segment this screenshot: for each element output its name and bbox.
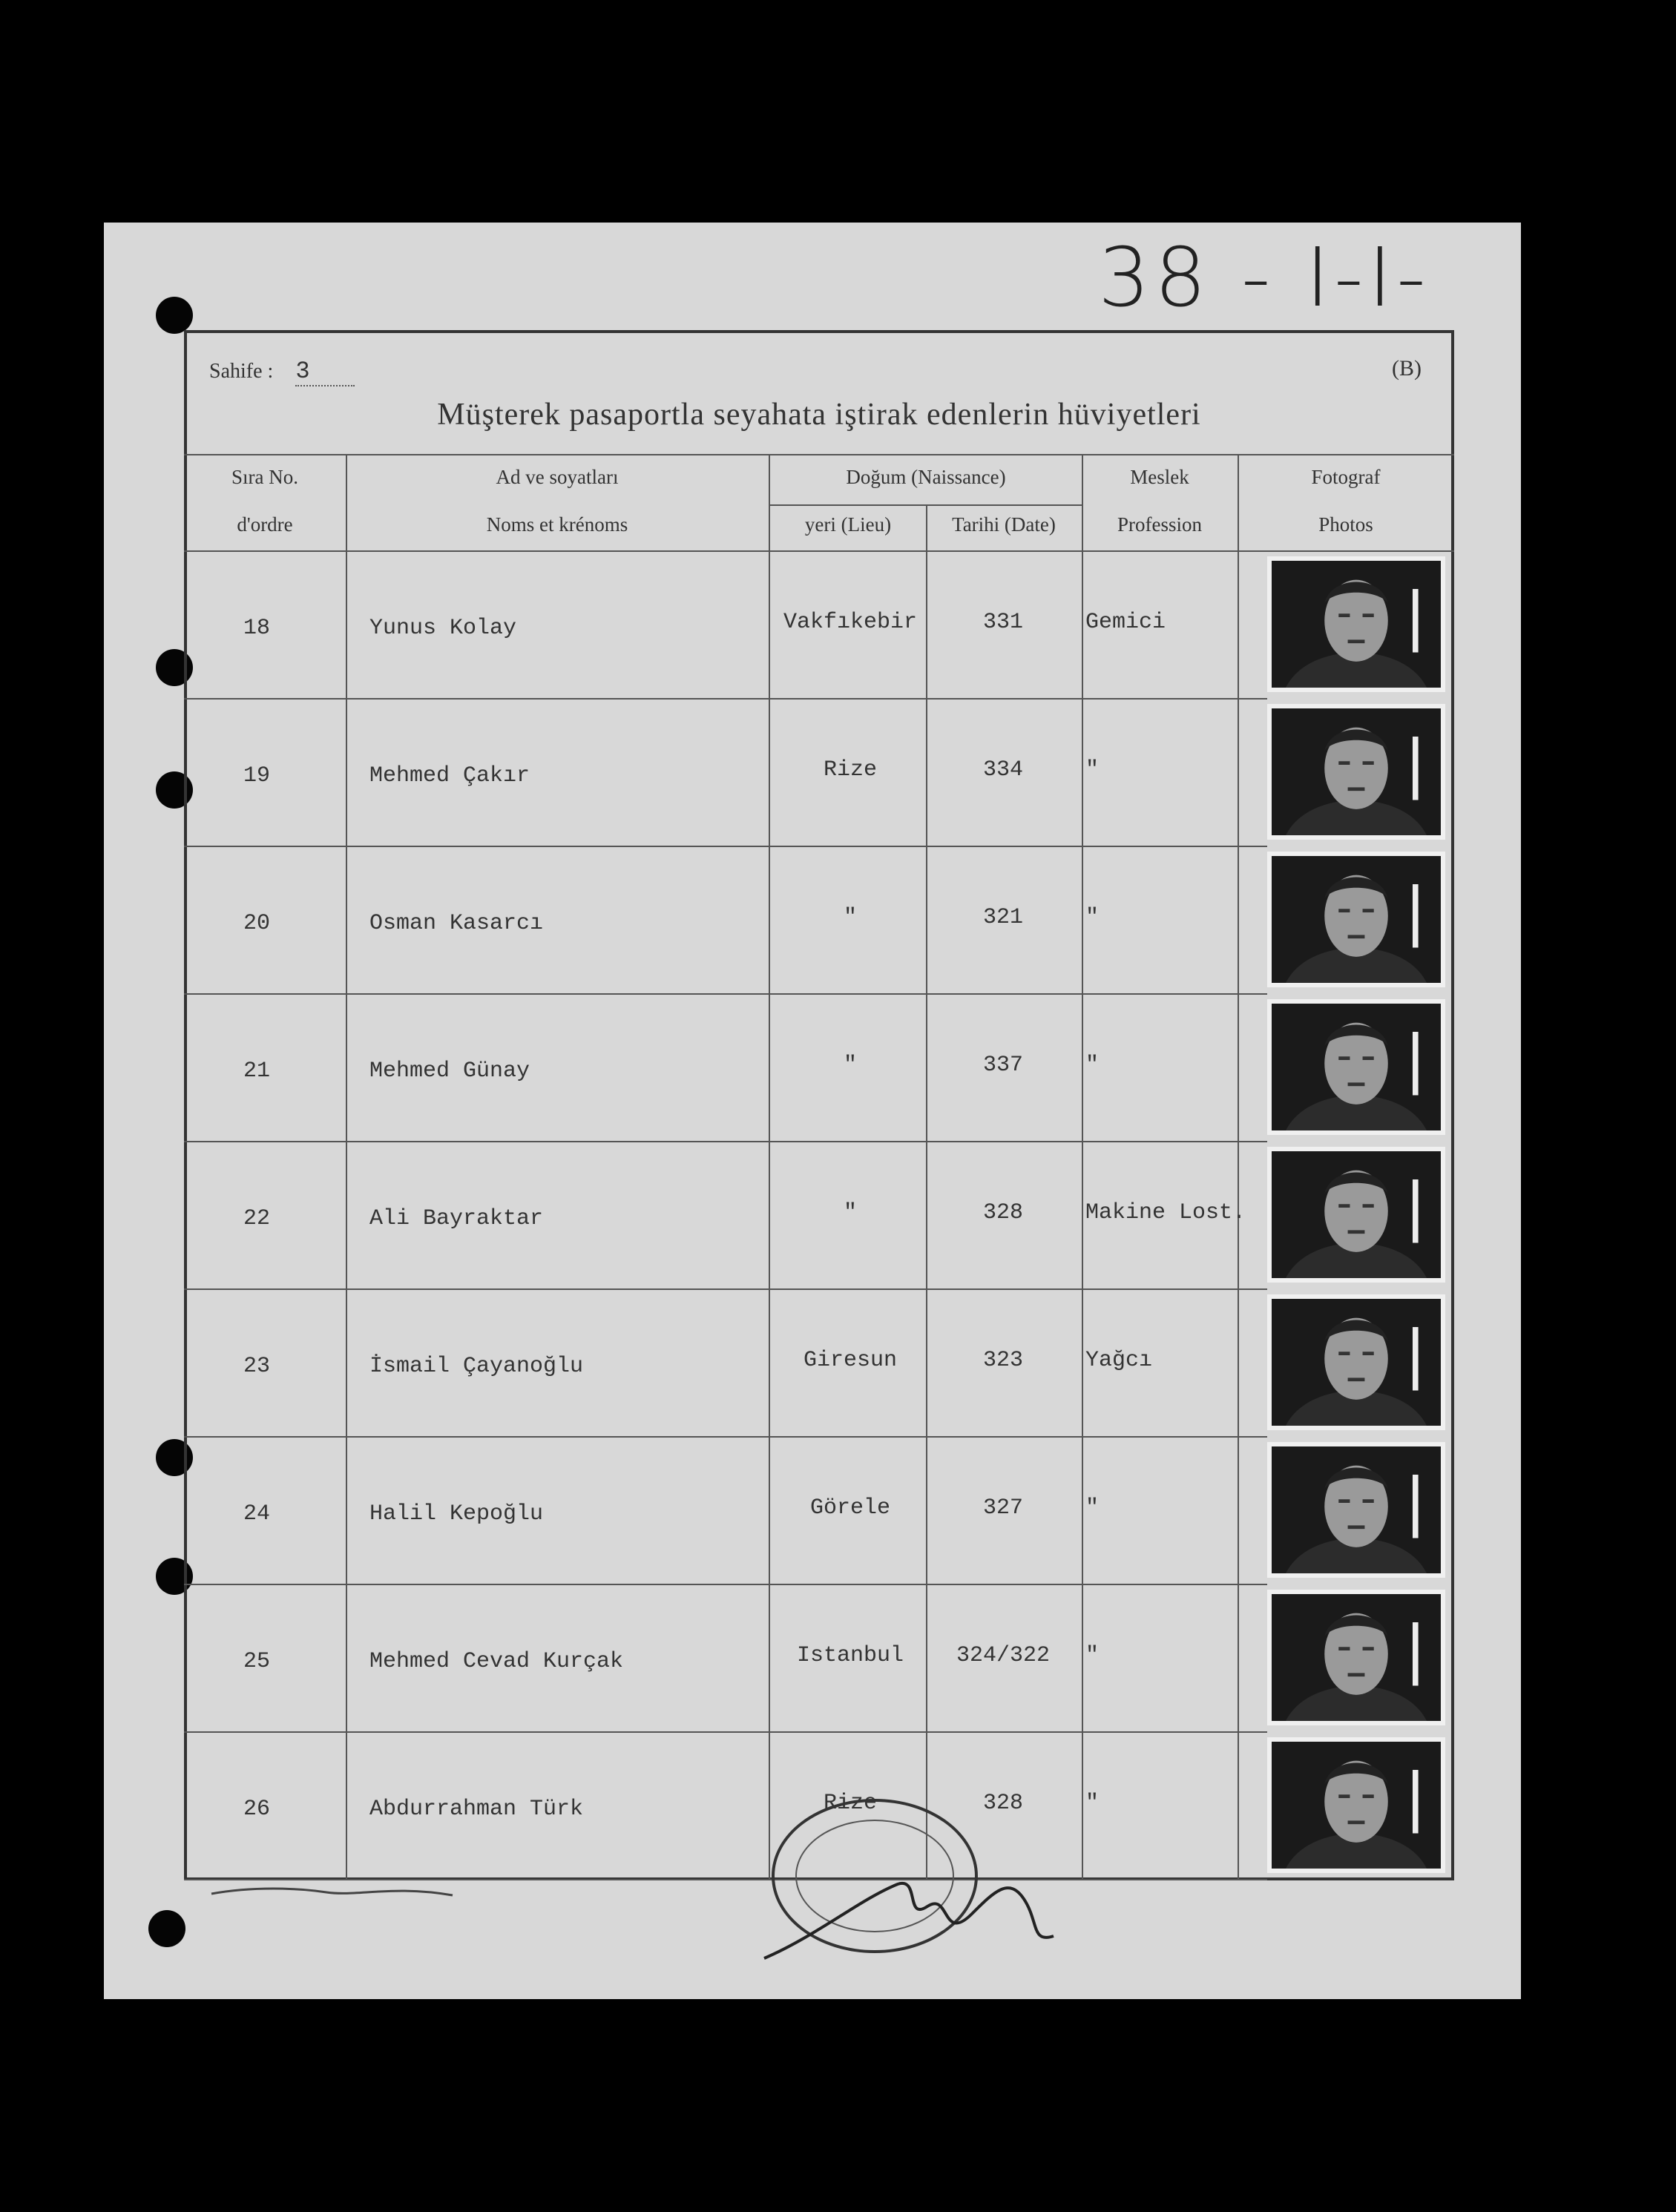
- table-row: [184, 550, 1454, 698]
- row-profession: ": [1085, 1643, 1100, 1668]
- row-name: Mehmed Çakır: [369, 763, 530, 789]
- row-name: Halil Kepoğlu: [369, 1501, 544, 1527]
- header-meslek-tr: Meslek: [1130, 466, 1189, 488]
- row-profession: Gemici: [1085, 610, 1166, 635]
- row-birth-date: 334: [982, 757, 1023, 783]
- row-number: 24: [243, 1501, 271, 1527]
- row-birth-place: ": [843, 1200, 857, 1225]
- row-profession: ": [1085, 1053, 1100, 1078]
- table-rule: [184, 454, 1454, 455]
- table-row: [184, 1584, 1454, 1731]
- row-profession: ": [1085, 1791, 1100, 1816]
- row-number: 20: [243, 911, 271, 936]
- table-row: [184, 993, 1454, 1141]
- header-ad-fr: Noms et krénoms: [486, 513, 628, 536]
- header-foto-tr: Fotograf: [1311, 466, 1381, 488]
- row-number: 26: [243, 1797, 271, 1822]
- form-title: Müşterek pasaportla seyahata iştirak edenlerin hüviyetleri: [437, 398, 1201, 432]
- row-photo: [1267, 1147, 1445, 1283]
- row-profession: Makine Lost.: [1085, 1200, 1246, 1225]
- row-photo: [1267, 556, 1445, 692]
- row-photo: [1267, 1442, 1445, 1578]
- row-photo: [1267, 1294, 1445, 1430]
- row-profession: Yağcı: [1085, 1348, 1153, 1373]
- row-birth-place: ": [843, 1053, 857, 1078]
- handwritten-page-note: 38 - I-I-: [1098, 230, 1430, 325]
- row-number: 19: [243, 763, 271, 789]
- binder-hole: [148, 1910, 185, 1947]
- table-row: [184, 846, 1454, 993]
- row-birth-date: 337: [982, 1053, 1023, 1078]
- row-birth-date: 321: [982, 905, 1023, 930]
- row-photo: [1267, 852, 1445, 987]
- header-dogum: Doğum (Naissance): [846, 466, 1006, 488]
- row-profession: ": [1085, 905, 1100, 930]
- row-profession: ": [1085, 757, 1100, 783]
- header-tarihi: Tarihi (Date): [952, 513, 1056, 536]
- row-birth-place: Giresun: [803, 1348, 898, 1373]
- row-birth-date: 327: [982, 1495, 1023, 1521]
- row-number: 23: [243, 1354, 271, 1379]
- row-number: 22: [243, 1206, 271, 1231]
- row-birth-date: 331: [982, 610, 1023, 635]
- row-birth-place: Rize: [823, 1791, 877, 1816]
- row-birth-place: Vakfıkebir: [783, 610, 918, 635]
- page-number-field: [209, 358, 355, 385]
- header-ad-tr: Ad ve soyatları: [496, 466, 619, 488]
- row-number: 25: [243, 1649, 271, 1674]
- row-photo: [1267, 999, 1445, 1135]
- header-yeri: yeri (Lieu): [804, 513, 892, 536]
- row-name: Mehmed Cevad Kurçak: [369, 1649, 624, 1674]
- table-row: [184, 1436, 1454, 1584]
- page-number-label: Sahife :: [209, 360, 274, 383]
- row-name: Yunus Kolay: [369, 616, 517, 641]
- row-name: İsmail Çayanoğlu: [369, 1354, 584, 1379]
- table-row: [184, 698, 1454, 846]
- row-photo: [1267, 704, 1445, 840]
- row-number: 21: [243, 1059, 271, 1084]
- row-birth-date: 328: [982, 1200, 1023, 1225]
- binder-hole: [156, 297, 193, 334]
- header-sira-fr: d'ordre: [237, 513, 293, 536]
- row-photo: [1267, 1590, 1445, 1725]
- header-sira-tr: Sıra No.: [231, 466, 298, 488]
- table-row: [184, 1288, 1454, 1436]
- row-name: Abdurrahman Türk: [369, 1797, 584, 1822]
- signature-scribble: [208, 1880, 460, 1903]
- row-birth-date: 328: [982, 1791, 1023, 1816]
- page-number-value: 3: [295, 358, 354, 386]
- row-birth-place: ": [843, 905, 857, 930]
- row-profession: ": [1085, 1495, 1100, 1521]
- row-birth-date: 323: [982, 1348, 1023, 1373]
- row-photo: [1267, 1737, 1445, 1873]
- row-name: Ali Bayraktar: [369, 1206, 544, 1231]
- row-name: Osman Kasarcı: [369, 911, 544, 936]
- passport-table: [184, 454, 1454, 1880]
- row-birth-place: Rize: [823, 757, 877, 783]
- official-signature: [757, 1854, 1068, 1973]
- series-marker: (B): [1392, 356, 1422, 381]
- row-name: Mehmed Günay: [369, 1059, 530, 1084]
- row-number: 18: [243, 616, 271, 641]
- table-row: [184, 1141, 1454, 1288]
- header-meslek-fr: Profession: [1117, 513, 1202, 536]
- row-birth-place: Istanbul: [796, 1643, 904, 1668]
- header-foto-fr: Photos: [1318, 513, 1373, 536]
- row-birth-date: 324/322: [956, 1643, 1051, 1668]
- row-birth-place: Görele: [809, 1495, 891, 1521]
